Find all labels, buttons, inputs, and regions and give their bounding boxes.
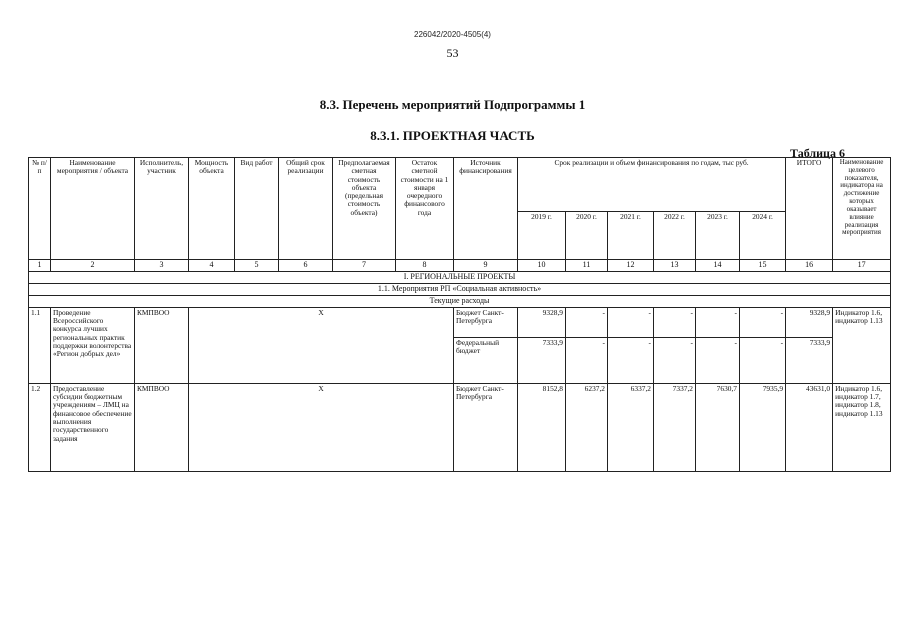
page-number: 53 xyxy=(446,46,459,60)
merged-cell-mark: Х xyxy=(189,307,454,383)
col-header-executor: Исполнитель, участник xyxy=(135,158,189,260)
col-header-source: Источник финансирования xyxy=(454,158,518,260)
table-row xyxy=(29,383,891,471)
year-value: 7337,2 xyxy=(654,383,696,471)
year-value: - xyxy=(566,337,608,383)
executor: КМПВОО xyxy=(135,307,189,383)
year-value: 7935,9 xyxy=(740,383,786,471)
year-value: - xyxy=(696,307,740,337)
column-number: 13 xyxy=(654,260,696,272)
year-value: - xyxy=(740,337,786,383)
executor: КМПВОО xyxy=(135,383,189,471)
funding-source: Бюджет Санкт-Петербурга xyxy=(454,383,518,471)
year-value: - xyxy=(608,337,654,383)
column-number: 11 xyxy=(566,260,608,272)
row-number: 1.2 xyxy=(29,383,51,471)
col-header-year: 2021 г. xyxy=(608,212,654,260)
column-number: 2 xyxy=(51,260,135,272)
col-header-total: ИТОГО xyxy=(786,158,833,260)
table-caption: Таблица 6 xyxy=(790,146,845,160)
year-value: - xyxy=(740,307,786,337)
column-number: 14 xyxy=(696,260,740,272)
header-row-1 xyxy=(29,158,891,212)
section-title: 8.3. Перечень мероприятий Подпрограммы 1 xyxy=(319,97,586,112)
column-number: 16 xyxy=(786,260,833,272)
col-header-capacity: Мощность объекта xyxy=(189,158,235,260)
event-name: Проведение Всероссийского конкурса лучших региональных практик поддержки волонтерства «Регион добрых дел» xyxy=(51,307,135,383)
year-value: 7333,9 xyxy=(518,337,566,383)
event-name: Предоставление субсидии бюджетным учреждениям – ЛМЦ на финансовое обеспечение выполнения государственного задания xyxy=(51,383,135,471)
column-number: 7 xyxy=(333,260,396,272)
col-header-year: 2024 г. xyxy=(740,212,786,260)
section-row xyxy=(29,295,891,307)
col-header-indicator: Наименование целевого показателя, индикатора на достижение которых оказывает влияние реализация мероприятия xyxy=(833,158,891,260)
column-number: 6 xyxy=(279,260,333,272)
section-current-expenses: Текущие расходы xyxy=(29,295,891,307)
column-number: 15 xyxy=(740,260,786,272)
row-number: 1.1 xyxy=(29,307,51,383)
year-value: 6237,2 xyxy=(566,383,608,471)
indicator: Индикатор 1.6, индикатор 1.7, индикатор 1.8, индикатор 1.13 xyxy=(833,383,891,471)
merged-cell-mark: Х xyxy=(189,383,454,471)
year-value: 6337,2 xyxy=(608,383,654,471)
year-value: 9328,9 xyxy=(518,307,566,337)
col-header-no: № п/п xyxy=(29,158,51,260)
year-value: - xyxy=(654,307,696,337)
year-value: - xyxy=(696,337,740,383)
year-value: - xyxy=(608,307,654,337)
total-value: 7333,9 xyxy=(786,337,833,383)
column-number: 1 xyxy=(29,260,51,272)
indicator: Индикатор 1.6, индикатор 1.13 xyxy=(833,307,891,383)
subsection-title: 8.3.1. ПРОЕКТНАЯ ЧАСТЬ xyxy=(370,128,535,143)
column-number: 5 xyxy=(235,260,279,272)
column-number: 3 xyxy=(135,260,189,272)
col-header-name: Наименование мероприятия / объекта xyxy=(51,158,135,260)
col-header-term: Общий срок реализации xyxy=(279,158,333,260)
year-value: - xyxy=(566,307,608,337)
table-row xyxy=(29,307,891,337)
column-number: 10 xyxy=(518,260,566,272)
section-row xyxy=(29,283,891,295)
total-value: 9328,9 xyxy=(786,307,833,337)
funding-source: Федеральный бюджет xyxy=(454,337,518,383)
column-number: 8 xyxy=(396,260,454,272)
column-number: 17 xyxy=(833,260,891,272)
year-value: 7630,7 xyxy=(696,383,740,471)
col-header-year: 2023 г. xyxy=(696,212,740,260)
document-id: 226042/2020-4505(4) xyxy=(414,30,491,39)
col-header-work-type: Вид работ xyxy=(235,158,279,260)
col-header-remainder: Остаток сметной стоимости на 1 января очередного финансового года xyxy=(396,158,454,260)
column-number: 9 xyxy=(454,260,518,272)
year-value: - xyxy=(654,337,696,383)
section-row xyxy=(29,271,891,283)
column-number: 4 xyxy=(189,260,235,272)
column-number: 12 xyxy=(608,260,654,272)
col-header-period-group: Срок реализации и объем финансирования по годам, тыс руб. xyxy=(518,158,786,212)
col-header-est-cost: Предполагаемая сметная стоимость объекта (предельная стоимость объекта) xyxy=(333,158,396,260)
funding-source: Бюджет Санкт-Петербурга xyxy=(454,307,518,337)
section-rp-events: 1.1. Мероприятия РП «Социальная активность» xyxy=(29,283,891,295)
column-number-row xyxy=(29,260,891,272)
section-regional-projects: I. РЕГИОНАЛЬНЫЕ ПРОЕКТЫ xyxy=(29,271,891,283)
total-value: 43631,0 xyxy=(786,383,833,471)
col-header-year: 2020 г. xyxy=(566,212,608,260)
col-header-year: 2022 г. xyxy=(654,212,696,260)
col-header-year: 2019 г. xyxy=(518,212,566,260)
year-value: 8152,8 xyxy=(518,383,566,471)
events-table xyxy=(28,157,891,472)
